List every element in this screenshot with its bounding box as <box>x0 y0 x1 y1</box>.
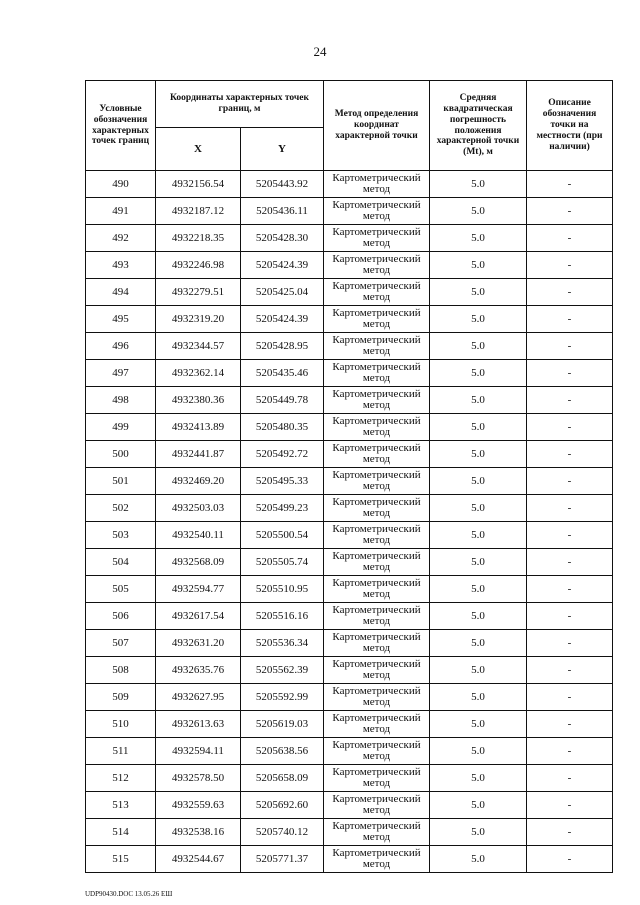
cell-y: 5205492.72 <box>241 441 324 468</box>
cell-method <box>324 495 430 522</box>
cell-accuracy: 5.0 <box>430 819 527 846</box>
cell-method <box>324 522 430 549</box>
cell-point: 509 <box>86 684 156 711</box>
method-line-1: Картометрический <box>332 739 421 751</box>
cell-accuracy: 5.0 <box>430 657 527 684</box>
cell-accuracy: 5.0 <box>430 846 527 873</box>
header-point-designation: Условные обозначения характерных точек границ <box>86 81 156 171</box>
method-line-1: Картометрический <box>332 496 421 508</box>
cell-point: 506 <box>86 603 156 630</box>
table-row <box>86 765 613 792</box>
cell-y: 5205495.33 <box>241 468 324 495</box>
cell-description: - <box>527 387 613 414</box>
cell-accuracy: 5.0 <box>430 171 527 198</box>
cell-y: 5205771.37 <box>241 846 324 873</box>
cell-description: - <box>527 576 613 603</box>
table-row <box>86 792 613 819</box>
cell-x: 4932594.77 <box>156 576 241 603</box>
cell-method <box>324 819 430 846</box>
cell-x: 4932594.11 <box>156 738 241 765</box>
cell-x: 4932218.35 <box>156 225 241 252</box>
cell-point: 500 <box>86 441 156 468</box>
method-line-2: метод <box>362 831 391 843</box>
cell-description: - <box>527 684 613 711</box>
method-line-2: метод <box>362 858 391 870</box>
method-line-1: Картометрический <box>332 793 421 805</box>
boundary-points-table <box>85 80 613 873</box>
cell-description: - <box>527 198 613 225</box>
cell-description: - <box>527 522 613 549</box>
cell-y: 5205516.16 <box>241 603 324 630</box>
cell-x: 4932559.63 <box>156 792 241 819</box>
cell-y: 5205428.95 <box>241 333 324 360</box>
cell-method <box>324 549 430 576</box>
cell-description: - <box>527 711 613 738</box>
cell-accuracy: 5.0 <box>430 576 527 603</box>
cell-y: 5205562.39 <box>241 657 324 684</box>
cell-description: - <box>527 306 613 333</box>
cell-accuracy: 5.0 <box>430 333 527 360</box>
header-method: Метод определения координат характерной точки <box>324 81 430 171</box>
cell-x: 4932187.12 <box>156 198 241 225</box>
method-line-2: метод <box>362 291 391 303</box>
method-line-1: Картометрический <box>332 253 421 265</box>
cell-method <box>324 846 430 873</box>
method-line-1: Картометрический <box>332 550 421 562</box>
method-line-1: Картометрический <box>332 658 421 670</box>
cell-method <box>324 198 430 225</box>
method-line-1: Картометрический <box>332 415 421 427</box>
method-line-2: метод <box>362 534 391 546</box>
cell-accuracy: 5.0 <box>430 630 527 657</box>
method-line-2: метод <box>362 318 391 330</box>
table-row <box>86 171 613 198</box>
cell-method <box>324 387 430 414</box>
cell-description: - <box>527 819 613 846</box>
method-line-1: Картометрический <box>332 199 421 211</box>
cell-x: 4932156.54 <box>156 171 241 198</box>
cell-point: 503 <box>86 522 156 549</box>
cell-x: 4932635.76 <box>156 657 241 684</box>
cell-y: 5205499.23 <box>241 495 324 522</box>
method-line-2: метод <box>362 561 391 573</box>
cell-point: 502 <box>86 495 156 522</box>
cell-point: 513 <box>86 792 156 819</box>
cell-y: 5205510.95 <box>241 576 324 603</box>
method-line-2: метод <box>362 696 391 708</box>
cell-y: 5205592.99 <box>241 684 324 711</box>
method-line-1: Картометрический <box>332 280 421 292</box>
cell-y: 5205428.30 <box>241 225 324 252</box>
method-line-2: метод <box>362 480 391 492</box>
cell-x: 4932441.87 <box>156 441 241 468</box>
cell-description: - <box>527 279 613 306</box>
table-row <box>86 387 613 414</box>
cell-accuracy: 5.0 <box>430 279 527 306</box>
cell-accuracy: 5.0 <box>430 225 527 252</box>
cell-method <box>324 765 430 792</box>
page-number: 24 <box>313 44 327 59</box>
cell-point: 504 <box>86 549 156 576</box>
method-line-1: Картометрический <box>332 388 421 400</box>
cell-y: 5205740.12 <box>241 819 324 846</box>
cell-method <box>324 792 430 819</box>
cell-accuracy: 5.0 <box>430 495 527 522</box>
cell-y: 5205619.03 <box>241 711 324 738</box>
cell-description: - <box>527 333 613 360</box>
cell-description: - <box>527 252 613 279</box>
table-row <box>86 738 613 765</box>
method-line-2: метод <box>362 264 391 276</box>
table-row <box>86 630 613 657</box>
cell-x: 4932613.63 <box>156 711 241 738</box>
cell-x: 4932568.09 <box>156 549 241 576</box>
method-line-1: Картометрический <box>332 469 421 481</box>
cell-y: 5205449.78 <box>241 387 324 414</box>
cell-accuracy: 5.0 <box>430 792 527 819</box>
cell-x: 4932344.57 <box>156 333 241 360</box>
cell-point: 498 <box>86 387 156 414</box>
cell-y: 5205435.46 <box>241 360 324 387</box>
method-line-1: Картометрический <box>332 766 421 778</box>
cell-x: 4932413.89 <box>156 414 241 441</box>
method-line-1: Картометрический <box>332 577 421 589</box>
cell-point: 511 <box>86 738 156 765</box>
table-row <box>86 414 613 441</box>
cell-description: - <box>527 549 613 576</box>
cell-x: 4932544.67 <box>156 846 241 873</box>
cell-y: 5205424.39 <box>241 252 324 279</box>
table-row <box>86 468 613 495</box>
header-row <box>86 81 613 128</box>
cell-point: 515 <box>86 846 156 873</box>
cell-description: - <box>527 657 613 684</box>
cell-y: 5205480.35 <box>241 414 324 441</box>
method-line-2: метод <box>362 588 391 600</box>
cell-point: 492 <box>86 225 156 252</box>
cell-method <box>324 684 430 711</box>
table-row <box>86 441 613 468</box>
cell-y: 5205505.74 <box>241 549 324 576</box>
cell-point: 499 <box>86 414 156 441</box>
table-row <box>86 306 613 333</box>
cell-method <box>324 603 430 630</box>
method-line-2: метод <box>362 372 391 384</box>
cell-accuracy: 5.0 <box>430 468 527 495</box>
table-row <box>86 360 613 387</box>
cell-description: - <box>527 414 613 441</box>
cell-y: 5205443.92 <box>241 171 324 198</box>
cell-x: 4932246.98 <box>156 252 241 279</box>
method-line-1: Картометрический <box>332 172 421 184</box>
cell-method <box>324 306 430 333</box>
cell-method <box>324 441 430 468</box>
table-row <box>86 198 613 225</box>
method-line-1: Картометрический <box>332 685 421 697</box>
method-line-2: метод <box>362 399 391 411</box>
method-line-2: метод <box>362 669 391 681</box>
cell-description: - <box>527 441 613 468</box>
cell-accuracy: 5.0 <box>430 738 527 765</box>
cell-x: 4932319.20 <box>156 306 241 333</box>
cell-point: 494 <box>86 279 156 306</box>
cell-description: - <box>527 603 613 630</box>
cell-point: 514 <box>86 819 156 846</box>
cell-accuracy: 5.0 <box>430 414 527 441</box>
cell-method <box>324 225 430 252</box>
cell-method <box>324 279 430 306</box>
cell-point: 491 <box>86 198 156 225</box>
header-x: X <box>156 128 241 171</box>
method-line-2: метод <box>362 183 391 195</box>
method-line-1: Картометрический <box>332 307 421 319</box>
cell-method <box>324 657 430 684</box>
cell-accuracy: 5.0 <box>430 765 527 792</box>
method-line-1: Картометрический <box>332 442 421 454</box>
cell-method <box>324 414 430 441</box>
cell-y: 5205500.54 <box>241 522 324 549</box>
table-row <box>86 684 613 711</box>
cell-point: 496 <box>86 333 156 360</box>
method-line-2: метод <box>362 804 391 816</box>
cell-point: 490 <box>86 171 156 198</box>
cell-y: 5205436.11 <box>241 198 324 225</box>
cell-description: - <box>527 225 613 252</box>
method-line-1: Картометрический <box>332 523 421 535</box>
table-row <box>86 495 613 522</box>
method-line-2: метод <box>362 723 391 735</box>
table-row <box>86 711 613 738</box>
cell-method <box>324 360 430 387</box>
cell-point: 512 <box>86 765 156 792</box>
cell-accuracy: 5.0 <box>430 306 527 333</box>
table-row <box>86 603 613 630</box>
header-accuracy: Средняя квадратическая погрешность положения характерной точки (Mt), м <box>430 81 527 171</box>
cell-method <box>324 738 430 765</box>
cell-y: 5205638.56 <box>241 738 324 765</box>
method-line-2: метод <box>362 453 391 465</box>
method-line-2: метод <box>362 210 391 222</box>
cell-accuracy: 5.0 <box>430 522 527 549</box>
cell-accuracy: 5.0 <box>430 684 527 711</box>
cell-point: 510 <box>86 711 156 738</box>
cell-x: 4932380.36 <box>156 387 241 414</box>
cell-accuracy: 5.0 <box>430 711 527 738</box>
cell-method <box>324 252 430 279</box>
cell-accuracy: 5.0 <box>430 549 527 576</box>
method-line-1: Картометрический <box>332 712 421 724</box>
cell-y: 5205692.60 <box>241 792 324 819</box>
cell-x: 4932503.03 <box>156 495 241 522</box>
cell-x: 4932627.95 <box>156 684 241 711</box>
cell-description: - <box>527 738 613 765</box>
method-line-1: Картометрический <box>332 631 421 643</box>
table-row <box>86 252 613 279</box>
table-row <box>86 819 613 846</box>
cell-accuracy: 5.0 <box>430 360 527 387</box>
cell-y: 5205658.09 <box>241 765 324 792</box>
cell-description: - <box>527 846 613 873</box>
table-row <box>86 225 613 252</box>
cell-x: 4932469.20 <box>156 468 241 495</box>
cell-accuracy: 5.0 <box>430 441 527 468</box>
cell-description: - <box>527 171 613 198</box>
cell-description: - <box>527 468 613 495</box>
cell-point: 495 <box>86 306 156 333</box>
table-row <box>86 846 613 873</box>
method-line-1: Картометрический <box>332 334 421 346</box>
cell-x: 4932538.16 <box>156 819 241 846</box>
cell-accuracy: 5.0 <box>430 198 527 225</box>
method-line-2: метод <box>362 642 391 654</box>
cell-description: - <box>527 630 613 657</box>
cell-description: - <box>527 360 613 387</box>
cell-method <box>324 171 430 198</box>
header-coordinates: Координаты характерных точек границ, м <box>156 81 324 128</box>
cell-point: 493 <box>86 252 156 279</box>
header-y: Y <box>241 128 324 171</box>
cell-point: 497 <box>86 360 156 387</box>
table-row <box>86 522 613 549</box>
method-line-2: метод <box>362 777 391 789</box>
cell-point: 508 <box>86 657 156 684</box>
cell-point: 501 <box>86 468 156 495</box>
table-row <box>86 333 613 360</box>
cell-description: - <box>527 792 613 819</box>
cell-x: 4932540.11 <box>156 522 241 549</box>
cell-y: 5205425.04 <box>241 279 324 306</box>
method-line-2: метод <box>362 507 391 519</box>
method-line-2: метод <box>362 237 391 249</box>
cell-x: 4932617.54 <box>156 603 241 630</box>
method-line-1: Картометрический <box>332 361 421 373</box>
table-row <box>86 279 613 306</box>
cell-accuracy: 5.0 <box>430 252 527 279</box>
method-line-2: метод <box>362 426 391 438</box>
document-footer: UDP90430.DOC 13.05.26 ЕШ <box>85 890 173 898</box>
table-row <box>86 576 613 603</box>
table-row <box>86 657 613 684</box>
cell-y: 5205536.34 <box>241 630 324 657</box>
method-line-1: Картометрический <box>332 226 421 238</box>
cell-y: 5205424.39 <box>241 306 324 333</box>
cell-method <box>324 333 430 360</box>
cell-accuracy: 5.0 <box>430 603 527 630</box>
cell-x: 4932279.51 <box>156 279 241 306</box>
method-line-1: Картометрический <box>332 604 421 616</box>
cell-point: 507 <box>86 630 156 657</box>
cell-description: - <box>527 765 613 792</box>
method-line-2: метод <box>362 345 391 357</box>
cell-method <box>324 711 430 738</box>
method-line-2: метод <box>362 615 391 627</box>
cell-x: 4932578.50 <box>156 765 241 792</box>
cell-accuracy: 5.0 <box>430 387 527 414</box>
cell-method <box>324 468 430 495</box>
table-row <box>86 549 613 576</box>
cell-method <box>324 630 430 657</box>
cell-point: 505 <box>86 576 156 603</box>
cell-x: 4932362.14 <box>156 360 241 387</box>
method-line-1: Картометрический <box>332 820 421 832</box>
cell-x: 4932631.20 <box>156 630 241 657</box>
method-line-1: Картометрический <box>332 847 421 859</box>
method-line-2: метод <box>362 750 391 762</box>
header-description: Описание обозначения точки на местности (при наличии) <box>527 81 613 171</box>
table-body <box>86 171 613 873</box>
cell-description: - <box>527 495 613 522</box>
cell-method <box>324 576 430 603</box>
